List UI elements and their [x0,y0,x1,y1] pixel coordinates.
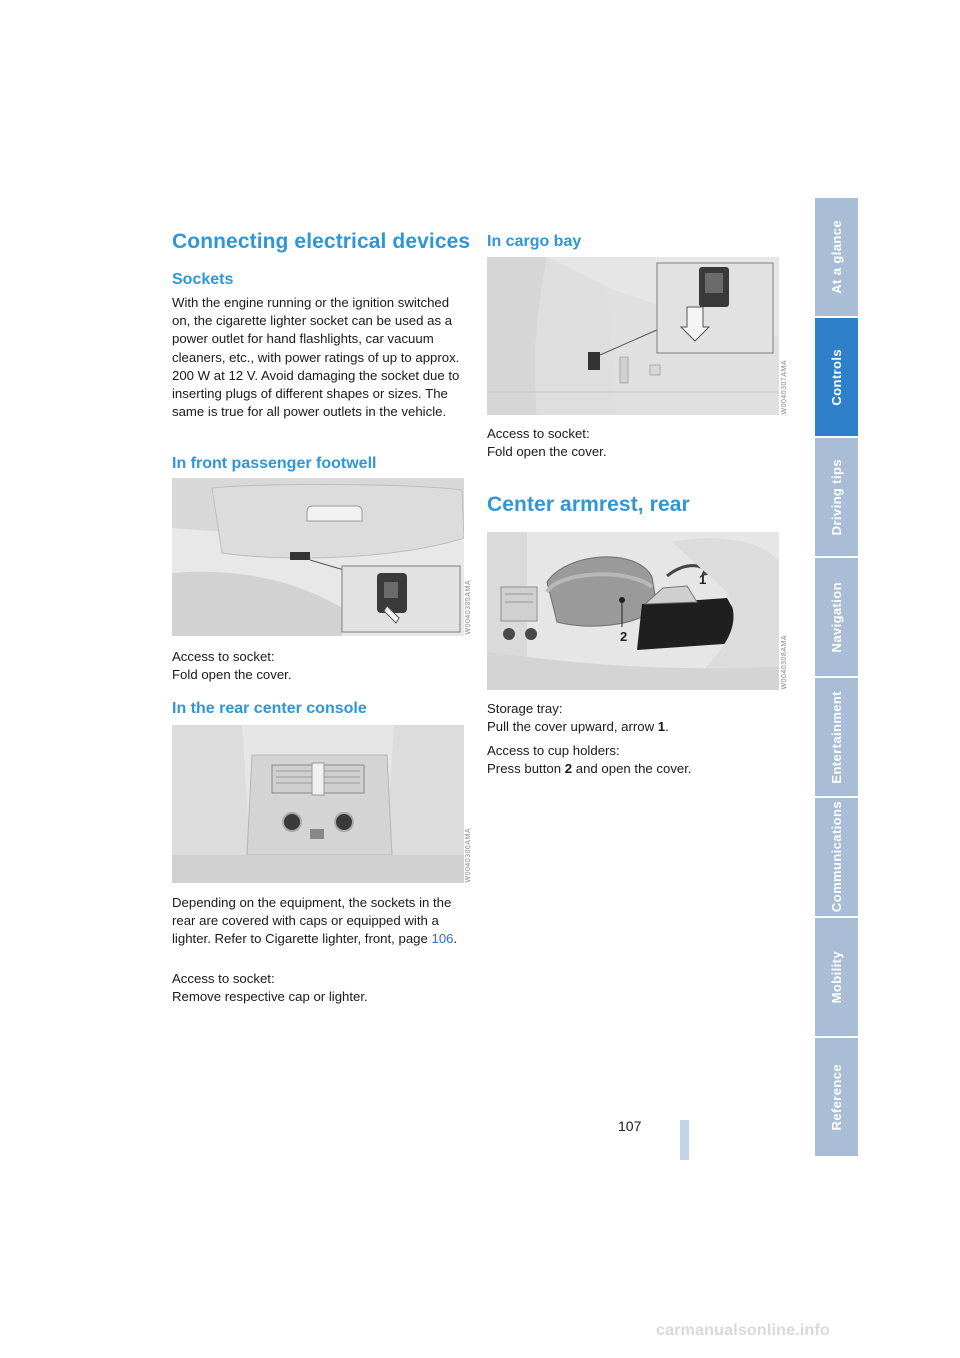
tab-controls-label: Controls [829,348,844,406]
cup-label: Access to cup holders: [487,743,620,758]
tab-reference[interactable] [815,1038,858,1156]
tab-entertainment-label: Entertainment [829,690,844,784]
tab-entertainment[interactable] [815,678,858,796]
tab-navigation[interactable] [815,558,858,676]
footer-watermark[interactable]: carmanualsonline.info [656,1322,831,1339]
sockets-body: With the engine running or the ignition switched on, the cigarette lighter socket can be used as a power outlet for hand flashlights, car vacuum cleaners, etc., with power ratings of up to approx. 200 W at 12 V. Avoid damaging the socket due to inserting plugs of different shapes or sizes. The same is true for all power outlets in the vehicle. [172,295,460,420]
tab-communications-label: Communications [829,801,844,913]
armrest-label-1: 1 [699,572,707,587]
rear-console-line1: Access to socket: [172,971,275,986]
tab-communications[interactable] [815,798,858,916]
page-link-106[interactable]: 106 [431,931,454,947]
sockets-heading: Sockets [172,271,234,288]
cargo-heading: In cargo bay [487,233,582,250]
cargo-figure [487,257,779,415]
cup-text [487,760,692,778]
rear-console-heading: In the rear center console [172,700,367,717]
footwell-figure [172,478,464,636]
cargo-line2: Fold open the cover. [487,444,607,459]
tab-driving-tips[interactable] [815,438,858,556]
rear-console-para-end: . [453,931,458,947]
tab-navigation-label: Navigation [829,581,844,653]
cup-text-end: and open the cover. [575,761,692,776]
cup-button-number: 2 [564,761,573,776]
tab-controls[interactable] [815,318,858,436]
tab-driving-tips-label: Driving tips [829,458,844,536]
page-number-bar [680,1120,689,1160]
rear-console-figure-code: W0040306AMA [465,828,472,883]
footwell-heading: In front passenger footwell [172,455,377,472]
tab-mobility-label: Mobility [829,950,844,1004]
tab-at-a-glance[interactable] [815,198,858,316]
tab-reference-label: Reference [829,1063,844,1131]
tab-at-a-glance-label: At a glance [829,220,844,294]
storage-text-end: . [665,719,669,734]
armrest-label-2: 2 [620,629,628,644]
storage-arrow-number: 1 [657,719,666,734]
armrest-figure-code: W0040308AMA [781,635,788,690]
cargo-line1: Access to socket: [487,426,590,441]
cup-text-main: Press button [487,761,562,776]
storage-text-main: Pull the cover upward, arrow [487,719,655,734]
tab-mobility[interactable] [815,918,858,1036]
armrest-heading: Center armrest, rear [487,493,690,516]
footwell-figure-code: W0040305AMA [465,580,472,635]
storage-text [487,718,669,736]
rear-console-line2: Remove respective cap or lighter. [172,989,368,1004]
armrest-figure [487,532,779,690]
cargo-figure-code: W0040307AMA [781,360,788,415]
page-title: Connecting electrical devices [172,230,471,253]
rear-console-para-text: Depending on the equipment, the sockets in the rear are covered with caps or equipped with a lighter. Refer to Cigarette lighter, front, page [172,895,452,947]
page-number: 107 [618,1118,642,1134]
rear-console-para [172,894,468,949]
footwell-line2: Fold open the cover. [172,667,292,682]
chapter-tabs [815,198,858,1160]
footwell-line1: Access to socket: [172,649,275,664]
rear-console-figure [172,725,464,883]
storage-label: Storage tray: [487,701,563,716]
